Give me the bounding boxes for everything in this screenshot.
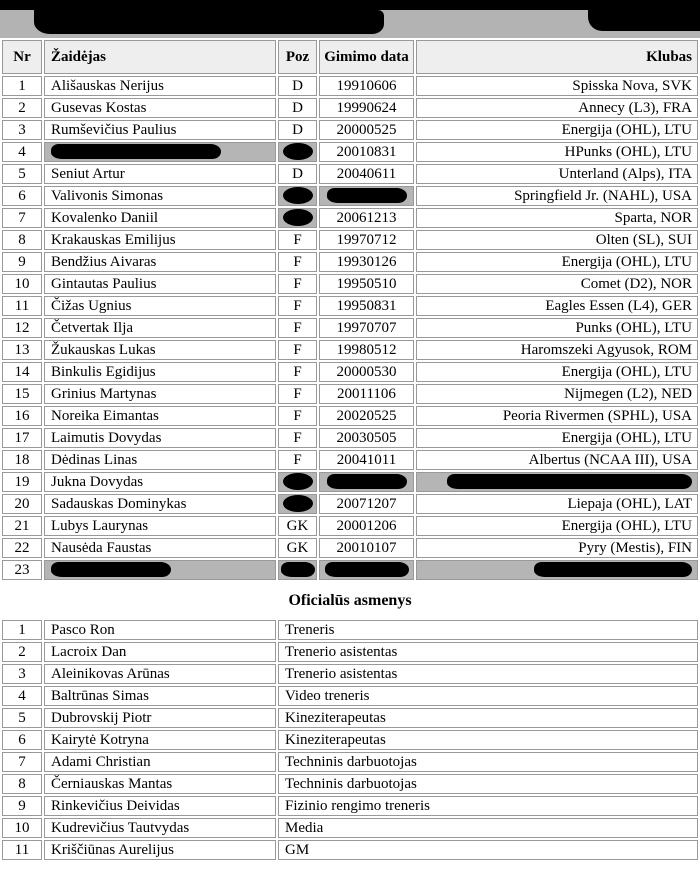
official-cell-role: Techninis darbuotojas [278,774,698,794]
official-cell-role: Kineziterapeutas [278,708,698,728]
player-cell-birth: 20010107 [319,538,414,558]
player-cell-player: Krakauskas Emilijus [44,230,276,250]
redacted-value-blob [281,562,315,577]
player-cell-nr: 16 [2,406,42,426]
player-cell-nr: 19 [2,472,42,492]
player-cell-pos: F [278,252,317,272]
player-cell-pos [278,494,317,514]
players-table [0,38,700,582]
official-cell-nr: 3 [2,664,42,684]
player-cell-club: Pyry (Mestis), FIN [416,538,698,558]
player-cell-player: Čižas Ugnius [44,296,276,316]
player-cell-pos: D [278,76,317,96]
player-row [2,142,698,162]
player-cell-nr: 13 [2,340,42,360]
player-cell-birth: 20041011 [319,450,414,470]
player-cell-nr: 3 [2,120,42,140]
document-banner [0,0,700,38]
redaction-top-bar [0,0,700,10]
player-cell-pos: GK [278,516,317,536]
player-row [2,76,698,96]
player-cell-player: Grinius Martynas [44,384,276,404]
player-cell-birth: 20020525 [319,406,414,426]
player-cell-nr: 14 [2,362,42,382]
player-cell-nr: 5 [2,164,42,184]
player-row [2,340,698,360]
player-row [2,230,698,250]
player-row [2,318,698,338]
player-cell-nr: 21 [2,516,42,536]
player-cell-club: Annecy (L3), FRA [416,98,698,118]
player-cell-birth: 19970707 [319,318,414,338]
player-cell-birth: 19950831 [319,296,414,316]
official-cell-name: Kudrevičius Tautvydas [44,818,276,838]
player-cell-player: Ališauskas Nerijus [44,76,276,96]
player-cell-nr: 23 [2,560,42,580]
player-cell-player: Žukauskas Lukas [44,340,276,360]
player-row [2,252,698,272]
player-cell-club: Peoria Rivermen (SPHL), USA [416,406,698,426]
player-cell-player: Rumševičius Paulius [44,120,276,140]
officials-section-title: Oficialūs asmenys [288,592,412,609]
player-row [2,274,698,294]
players-header-row [2,40,698,74]
official-cell-name: Kriščiūnas Aurelijus [44,840,276,860]
player-cell-club: Olten (SL), SUI [416,230,698,250]
official-cell-name: Kairytė Kotryna [44,730,276,750]
player-cell-nr: 7 [2,208,42,228]
player-cell-nr: 1 [2,76,42,96]
official-cell-name: Černiauskas Mantas [44,774,276,794]
official-row [2,642,698,662]
player-cell-birth: 20061213 [319,208,414,228]
player-cell-pos: F [278,230,317,250]
player-cell-nr: 4 [2,142,42,162]
official-cell-nr: 10 [2,818,42,838]
player-cell-club: Springfield Jr. (NAHL), USA [416,186,698,206]
redacted-value-blob [283,143,313,160]
player-cell-player: Gintautas Paulius [44,274,276,294]
player-row [2,208,698,228]
redacted-banner-right-text [588,10,700,31]
player-cell-pos: F [278,318,317,338]
official-cell-name: Adami Christian [44,752,276,772]
player-cell-player: Nausėda Faustas [44,538,276,558]
player-cell-birth: 19990624 [319,98,414,118]
official-row [2,774,698,794]
player-cell-club: Albertus (NCAA III), USA [416,450,698,470]
player-cell-player: Valivonis Simonas [44,186,276,206]
official-cell-nr: 8 [2,774,42,794]
player-cell-pos: GK [278,538,317,558]
player-row [2,560,698,580]
official-cell-role: Video treneris [278,686,698,706]
officials-table [0,618,700,862]
official-row [2,664,698,684]
player-cell-pos: F [278,384,317,404]
redacted-value-blob [283,473,313,490]
player-cell-nr: 2 [2,98,42,118]
redacted-value-blob [283,209,313,226]
official-cell-nr: 2 [2,642,42,662]
official-cell-role: Fizinio rengimo treneris [278,796,698,816]
player-cell-pos [278,142,317,162]
player-cell-birth: 20000525 [319,120,414,140]
official-row [2,686,698,706]
player-cell-birth: 20010831 [319,142,414,162]
player-cell-player: Gusevas Kostas [44,98,276,118]
player-cell-player: Sadauskas Dominykas [44,494,276,514]
player-cell-club: Eagles Essen (L4), GER [416,296,698,316]
player-cell-birth: 19970712 [319,230,414,250]
player-cell-player: Binkulis Egidijus [44,362,276,382]
header-pos: Poz [278,40,317,74]
player-cell-birth [319,472,414,492]
official-cell-nr: 6 [2,730,42,750]
player-cell-birth: 20001206 [319,516,414,536]
player-cell-pos [278,186,317,206]
redacted-value-blob [327,474,407,489]
player-cell-nr: 22 [2,538,42,558]
player-cell-club: Energija (OHL), LTU [416,252,698,272]
official-cell-role: Treneris [278,620,698,640]
redacted-value-blob [51,144,221,159]
player-cell-club: Energija (OHL), LTU [416,120,698,140]
player-cell-player: Jukna Dovydas [44,472,276,492]
official-cell-role: Media [278,818,698,838]
header-nr: Nr [2,40,42,74]
player-cell-player [44,560,276,580]
player-cell-player: Lubys Laurynas [44,516,276,536]
player-cell-club: Spisska Nova, SVK [416,76,698,96]
player-cell-pos: D [278,164,317,184]
player-cell-nr: 8 [2,230,42,250]
player-cell-birth [319,186,414,206]
player-row [2,450,698,470]
player-cell-nr: 6 [2,186,42,206]
player-cell-nr: 12 [2,318,42,338]
player-cell-club: Energija (OHL), LTU [416,362,698,382]
player-cell-birth: 20040611 [319,164,414,184]
official-cell-name: Aleinikovas Arūnas [44,664,276,684]
player-cell-club: Sparta, NOR [416,208,698,228]
official-cell-role: Trenerio asistentas [278,642,698,662]
official-row [2,840,698,860]
official-row [2,708,698,728]
player-cell-birth: 19930126 [319,252,414,272]
player-cell-club [416,560,698,580]
players-body [2,76,698,580]
official-cell-role: Kineziterapeutas [278,730,698,750]
player-row [2,538,698,558]
player-cell-birth: 19980512 [319,340,414,360]
player-cell-nr: 10 [2,274,42,294]
redacted-document-title [34,10,384,34]
official-cell-nr: 9 [2,796,42,816]
official-cell-name: Rinkevičius Deividas [44,796,276,816]
player-row [2,516,698,536]
player-row [2,494,698,514]
player-cell-club: Energija (OHL), LTU [416,428,698,448]
player-row [2,98,698,118]
player-cell-birth: 20011106 [319,384,414,404]
player-cell-pos: F [278,274,317,294]
redacted-value-blob [447,474,692,489]
official-row [2,752,698,772]
player-cell-pos: F [278,406,317,426]
player-cell-player: Bendžius Aivaras [44,252,276,272]
player-cell-pos [278,472,317,492]
official-row [2,730,698,750]
player-cell-club: Nijmegen (L2), NED [416,384,698,404]
player-row [2,120,698,140]
player-cell-birth: 20071207 [319,494,414,514]
header-birth: Gimimo data [319,40,414,74]
player-cell-nr: 15 [2,384,42,404]
player-row [2,406,698,426]
player-cell-pos: F [278,450,317,470]
player-row [2,186,698,206]
player-row [2,384,698,404]
official-cell-nr: 4 [2,686,42,706]
official-cell-role: Techninis darbuotojas [278,752,698,772]
player-cell-club: Haromszeki Agyusok, ROM [416,340,698,360]
player-cell-player: Noreika Eimantas [44,406,276,426]
player-cell-pos: F [278,340,317,360]
redacted-value-blob [283,495,313,512]
player-cell-nr: 9 [2,252,42,272]
official-row [2,796,698,816]
official-cell-nr: 5 [2,708,42,728]
official-row [2,818,698,838]
official-cell-nr: 1 [2,620,42,640]
banner-band [0,10,700,38]
player-row [2,296,698,316]
player-cell-player: Dėdinas Linas [44,450,276,470]
player-cell-player: Laimutis Dovydas [44,428,276,448]
official-cell-role: GM [278,840,698,860]
player-cell-club: Energija (OHL), LTU [416,516,698,536]
official-cell-nr: 7 [2,752,42,772]
player-cell-club: Liepaja (OHL), LAT [416,494,698,514]
player-cell-birth: 19910606 [319,76,414,96]
redacted-value-blob [283,187,313,204]
official-cell-name: Baltrūnas Simas [44,686,276,706]
player-cell-club [416,472,698,492]
player-cell-club: HPunks (OHL), LTU [416,142,698,162]
player-cell-pos [278,560,317,580]
player-cell-pos: F [278,362,317,382]
player-row [2,362,698,382]
player-cell-player: Četvertak Ilja [44,318,276,338]
redacted-value-blob [325,562,409,577]
header-player: Žaidėjas [44,40,276,74]
player-cell-pos: D [278,98,317,118]
player-cell-pos: D [278,120,317,140]
player-cell-club: Comet (D2), NOR [416,274,698,294]
officials-body [2,620,698,860]
player-cell-nr: 11 [2,296,42,316]
header-club: Klubas [416,40,698,74]
player-cell-birth: 20030505 [319,428,414,448]
player-cell-club: Punks (OHL), LTU [416,318,698,338]
official-row [2,620,698,640]
official-cell-role: Trenerio asistentas [278,664,698,684]
player-cell-club: Unterland (Alps), ITA [416,164,698,184]
official-cell-name: Lacroix Dan [44,642,276,662]
official-cell-name: Dubrovskij Piotr [44,708,276,728]
player-row [2,428,698,448]
player-cell-player: Seniut Artur [44,164,276,184]
player-cell-pos [278,208,317,228]
player-cell-pos: F [278,296,317,316]
player-row [2,472,698,492]
player-row [2,164,698,184]
redacted-value-blob [51,562,171,577]
player-cell-nr: 17 [2,428,42,448]
redacted-value-blob [327,188,407,203]
player-cell-player: Kovalenko Daniil [44,208,276,228]
official-cell-nr: 11 [2,840,42,860]
player-cell-birth [319,560,414,580]
player-cell-nr: 18 [2,450,42,470]
player-cell-birth: 20000530 [319,362,414,382]
redacted-value-blob [534,562,692,577]
player-cell-birth: 19950510 [319,274,414,294]
official-cell-name: Pasco Ron [44,620,276,640]
player-cell-nr: 20 [2,494,42,514]
player-cell-pos: F [278,428,317,448]
player-cell-player [44,142,276,162]
